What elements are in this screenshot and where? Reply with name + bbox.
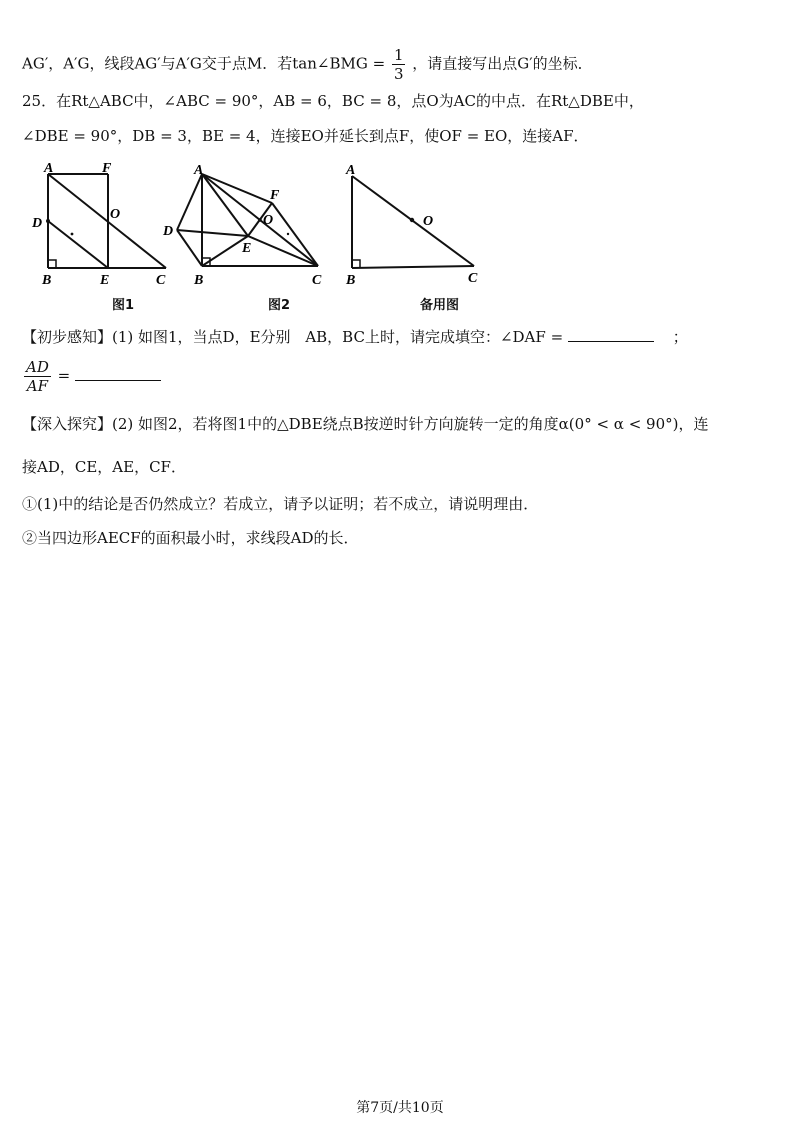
tan-fraction-numerator: 1	[393, 46, 404, 64]
answer-blank-ratio[interactable]	[75, 366, 161, 381]
page-number: 第7页/共10页	[356, 1100, 444, 1116]
fig1-label-C: C	[156, 273, 166, 288]
part2-line-2: 接AD，CE，AE，CF．	[22, 458, 186, 476]
figure-2-caption: 图2	[268, 298, 291, 313]
part1-equals: =	[57, 366, 71, 385]
ad-af-denominator: AF	[26, 377, 49, 395]
ad-af-fraction	[24, 358, 51, 395]
part1-line-1	[22, 326, 688, 348]
q25-line-1: 25．在Rt△ABC中，∠ABC = 90°，AB = 6，BC = 8，点O为AC的中点．在Rt△DBE中，	[22, 92, 644, 110]
prev-question-text-1: AG′，A′G，线段AG′与A′G交于点M．若tan∠BMG =	[22, 54, 386, 73]
fig3-label-B: B	[346, 273, 356, 288]
fig2-label-D: D	[163, 224, 174, 239]
fig1-label-D: D	[32, 216, 43, 231]
answer-blank-angle[interactable]	[568, 327, 654, 342]
fig1-label-B: B	[42, 273, 52, 288]
figure-3-diagram	[340, 160, 490, 290]
tan-fraction	[392, 46, 406, 83]
fig3-label-C: C	[468, 271, 478, 286]
prev-question-line	[22, 46, 593, 83]
fig2-label-A: A	[194, 163, 204, 178]
fig2-label-B: B	[194, 273, 204, 288]
ad-af-numerator: AD	[26, 358, 49, 376]
fig2-label-O: O	[263, 213, 274, 228]
part2-line-1: 【深入探究】(2) 如图2，若将图1中的△DBE绕点B按逆时针方向旋转一定的角度α(0° < α < 90°)，连	[22, 415, 709, 433]
fig3-label-O: O	[423, 214, 434, 229]
part1-prefix: 【初步感知】(1) 如图1，当点D，E分别	[22, 328, 291, 346]
part2-subquestion-1: ①(1)中的结论是否仍然成立？若成立，请予以证明；若不成立，请说明理由．	[22, 495, 539, 513]
part1-semicolon: ；	[672, 328, 688, 346]
q25-line-2: ∠DBE = 90°，DB = 3，BE = 4，连接EO并延长到点F，使OF = EO，连接AF．	[22, 127, 589, 145]
fig2-label-E: E	[242, 241, 252, 256]
fig3-label-A: A	[346, 163, 356, 178]
figure-1-caption: 图1	[112, 298, 135, 313]
figure-3-caption: 备用图	[420, 298, 460, 313]
prev-question-text-2: ，请直接写出点G′的坐标．	[412, 54, 593, 73]
fig1-label-E: E	[100, 273, 110, 288]
figure-1-diagram	[30, 160, 175, 290]
part2-subquestion-2: ②当四边形AECF的面积最小时，求线段AD的长．	[22, 529, 359, 547]
fig1-label-A: A	[44, 161, 54, 176]
fig1-label-O: O	[110, 207, 121, 222]
fig1-label-F: F	[102, 161, 112, 176]
tan-fraction-denominator: 3	[393, 65, 404, 83]
figure-2-diagram	[160, 160, 335, 290]
fig2-label-C: C	[312, 273, 322, 288]
part1-line-2	[22, 358, 161, 395]
fig2-label-F: F	[270, 188, 280, 203]
part1-on-text: AB，BC上时，请完成填空：∠DAF =	[305, 328, 564, 346]
